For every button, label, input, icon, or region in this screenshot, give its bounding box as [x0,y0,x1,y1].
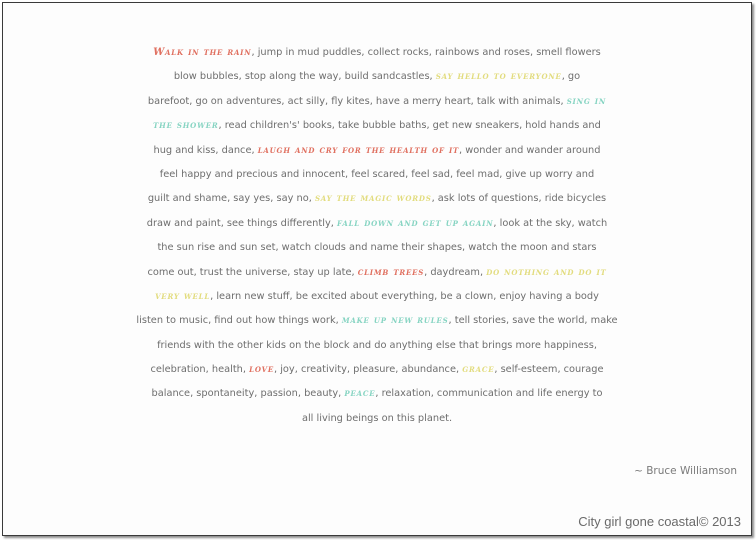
quote-line [3,334,751,358]
quote-line [3,187,751,211]
attribution: ~ Bruce Williamson [634,465,737,477]
quote-segment: hug and kiss, dance, [153,144,258,156]
quote-line [3,41,751,65]
highlight-phrase: the shower [153,120,219,132]
quote-segment: , look at the sky, watch [493,217,608,229]
quote-segment: friends with the other kids on the block and do anything else that brings more happiness, [157,339,597,351]
quote-line [3,358,751,382]
highlight-phrase: Walk in the rain [153,47,252,58]
quote-segment: feel happy and precious and innocent, feel scared, feel sad, feel mad, give up worry and [159,168,595,180]
quote-segment: , relaxation, communication and life energy to [375,388,603,400]
quote-segment: blow bubbles, stop along the way, build sandcastles, [173,71,436,83]
quote-line [3,309,751,333]
highlight-phrase: say hello to everyone [435,71,562,83]
watermark: City girl gone coastal© 2013 [578,514,741,529]
quote-line [3,236,751,260]
highlight-phrase: sing in [566,95,607,107]
quote-line [3,407,751,431]
quote-segment: , learn new stuff, be excited about everything, be a clown, enjoy having a body [210,290,599,302]
quote-segment: balance, spontaneity, passion, beauty, [151,388,345,400]
quote-line [3,90,751,114]
quote-text [3,41,751,431]
quote-segment: listen to music, find out how things work, [136,315,342,327]
quote-line [3,65,751,89]
quote-segment: draw and paint, see things differently, [146,217,337,229]
highlight-phrase: fall down and get up again [336,217,494,229]
quote-segment: , tell stories, save the world, make [448,315,618,327]
quote-card [2,2,752,536]
quote-segment: , wonder and wander around [459,144,601,156]
quote-segment: , joy, creativity, pleasure, abundance, [273,364,463,376]
quote-line [3,163,751,187]
quote-segment: celebration, health, [150,364,250,376]
quote-line [3,212,751,236]
quote-line [3,114,751,138]
quote-segment: barefoot, go on adventures, act silly, fly kites, have a merry heart, talk with animals, [147,95,567,107]
quote-line [3,139,751,163]
quote-segment: come out, trust the universe, stay up late, [147,266,358,278]
highlight-phrase: do nothing and do it [486,266,607,278]
quote-segment: , read children's' books, take bubble baths, get new sneakers, hold hands and [218,120,601,132]
quote-segment: , daydream, [424,266,487,278]
quote-segment: all living beings on this planet. [301,412,453,424]
highlight-phrase: peace [344,388,376,400]
highlight-phrase: make up new rules [341,315,449,327]
quote-segment: , self-esteem, courage [494,364,604,376]
highlight-phrase: climb trees [357,266,425,278]
highlight-phrase: say the magic words [314,193,432,205]
quote-line [3,285,751,309]
quote-line [3,382,751,406]
highlight-phrase: love [249,364,274,376]
highlight-phrase: laugh and cry for the health of it [257,144,460,156]
quote-line [3,261,751,285]
highlight-phrase: grace [462,364,495,376]
quote-segment: , jump in mud puddles, collect rocks, rainbows and roses, smell flowers [251,47,601,58]
highlight-phrase: very well [155,290,211,302]
quote-segment: guilt and shame, say yes, say no, [147,193,315,205]
quote-segment: the sun rise and sun set, watch clouds and name their shapes, watch the moon and stars [157,242,597,254]
quote-segment: , go [561,71,581,83]
quote-segment: , ask lots of questions, ride bicycles [431,193,607,205]
